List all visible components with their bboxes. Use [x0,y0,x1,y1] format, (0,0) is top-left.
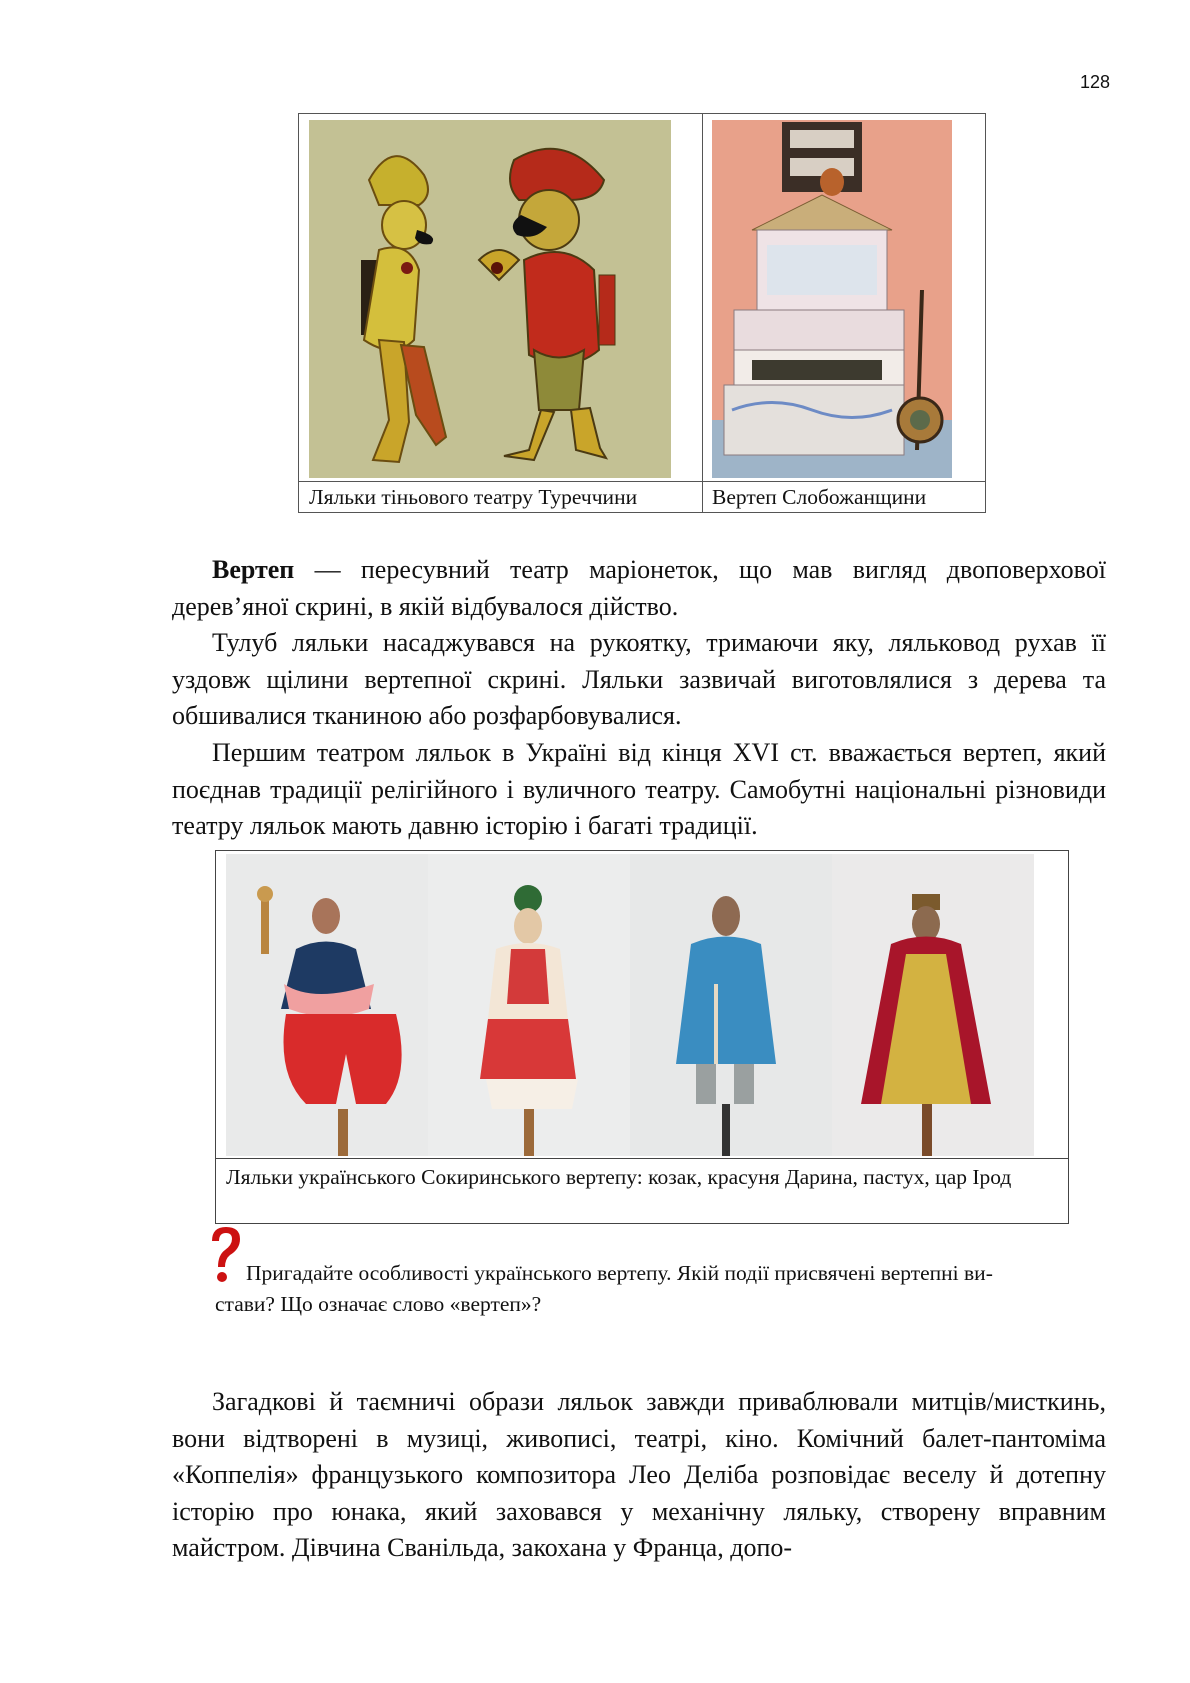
table-divider-vertical [702,114,703,512]
intro-paragraph [172,552,1106,625]
term-vertep: Вертеп [212,555,295,584]
question-line-2: стави? Що означає слово «вертеп»? [215,1292,542,1316]
vertep-caption: Вертеп Слобожанщини [712,485,927,509]
paragraph-4: Загадкові й таємничі образи ляльок завжди приваблювали митців/мисткинь, вони відтворені в музиці, живописі, театрі, кіно. Комічний балет-пантоміма «Коппелія» французького композитора Лео Деліба розповідає веселу й дотепну історію про юнака, який заховався у механічну ляльку, створену вправним майстром. Дівчина Сванільда, закохана у Франца, допо- [172,1387,1106,1562]
slobozhanshchyna-vertep-photo [712,120,952,478]
paragraph-2: Тулуб ляльки насаджувався на рукоятку, тримаючи яку, ляльковод рухав її уздовж щілини вертепної скрині. Ляльки зазвичай виготовлялися з дерева та обшивалися тканиною або розфарбовувалися. [172,628,1106,730]
question-line-1: Пригадайте особливості українського вертепу. Якій події присвячені вертепні ви- [246,1261,993,1285]
vertep-definition: — пересувний театр маріонеток, що мав вигляд двоповерхової дерев’яної скрині, в якій відбувалося дійство. [172,555,1106,621]
puppets-figure [215,850,1069,1224]
turkish-puppets-caption: Ляльки тіньового театру Туреччини [309,485,638,509]
puppets-divider [216,1158,1068,1159]
paragraph-3: Першим театром ляльок в Україні від кінця XVI ст. вважається вертеп, який поєднав традиції релігійного і вуличного театру. Самобутні національні різновиди театру ляльок мають давню історію і багаті традиції. [172,738,1106,840]
page-number: 128 [1079,72,1110,92]
turkish-shadow-puppets-photo [309,120,671,478]
puppets-caption: Ляльки українського Сокиринського вертепу: козак, красуня Дарина, пастух, цар Ірод [226,1165,1012,1189]
top-figure-table [298,113,986,513]
sokyryntsi-vertep-puppets-photo [226,854,1034,1156]
question-mark-icon [208,1225,240,1285]
